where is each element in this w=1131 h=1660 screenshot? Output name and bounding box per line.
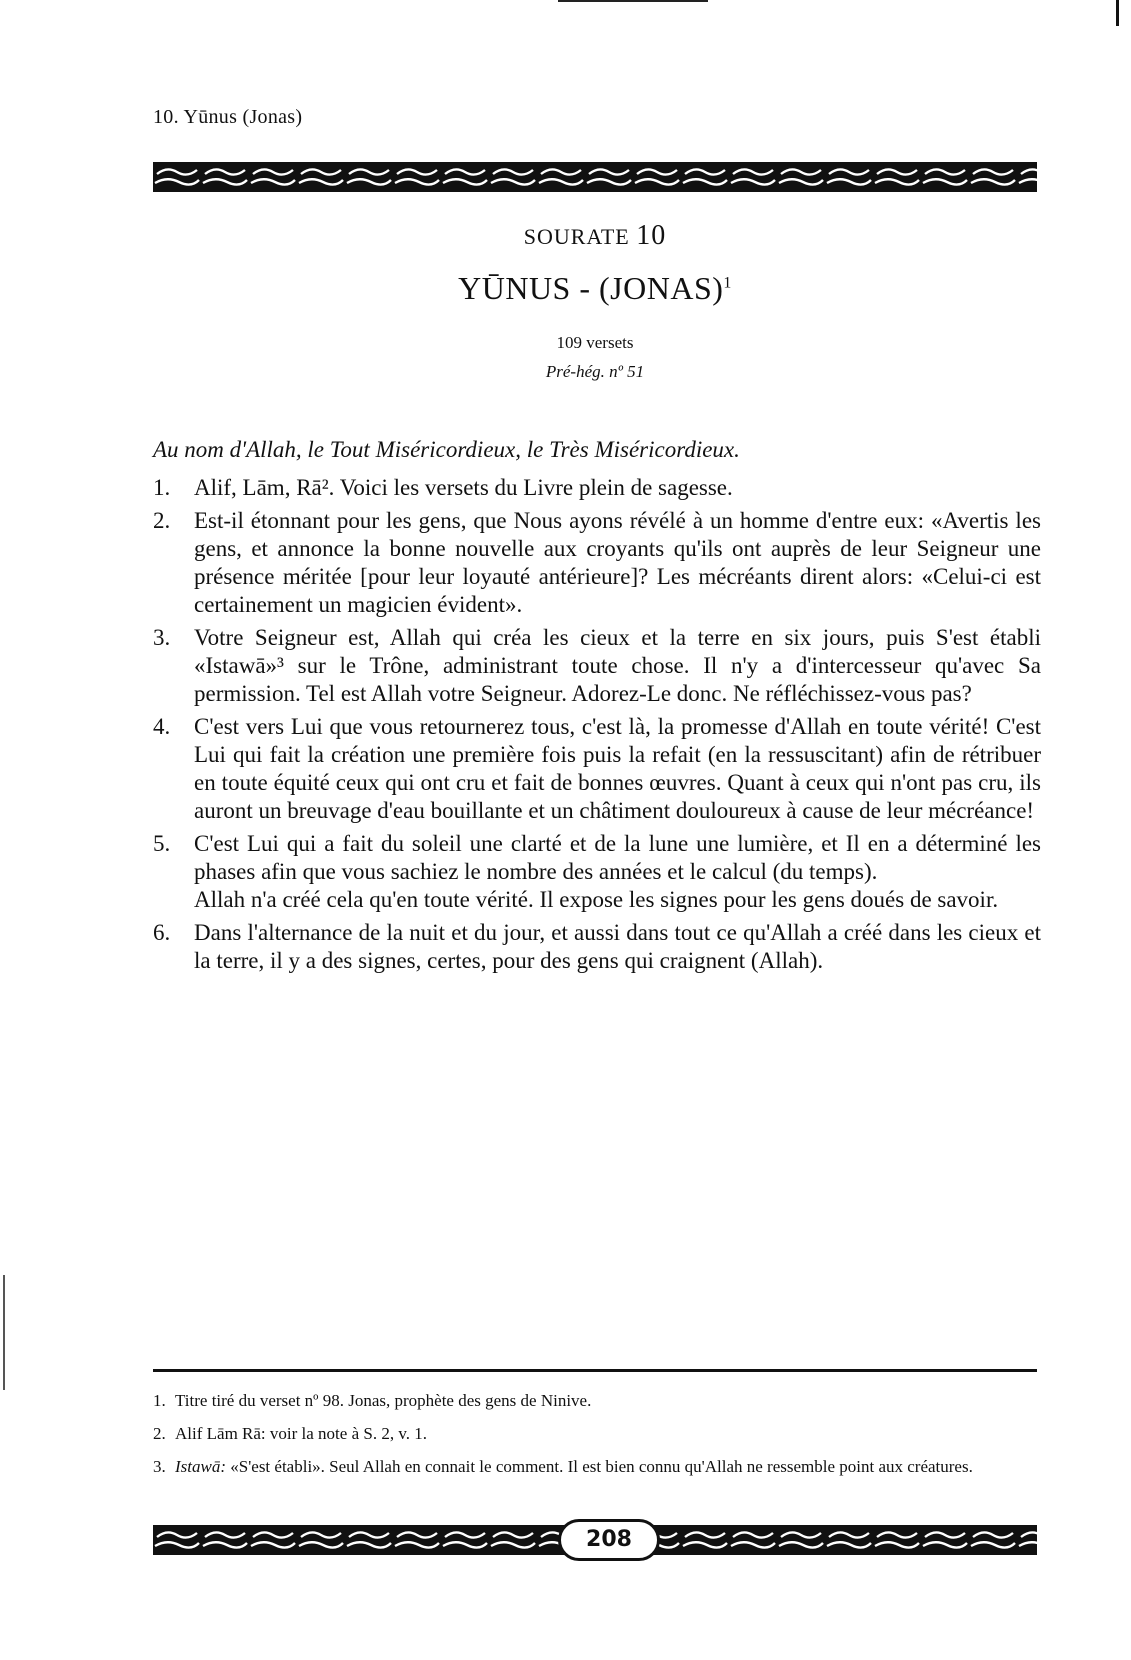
- basmala: Au nom d'Allah, le Tout Miséricordieux, le Très Miséricordieux.: [153, 437, 740, 462]
- verse-list: [153, 474, 1041, 980]
- verse-item: [153, 919, 1041, 975]
- verse-number: 5.: [153, 831, 171, 856]
- footnote-item: [153, 1423, 1041, 1445]
- verse-number: 3.: [153, 625, 171, 650]
- sourate-number: 10: [636, 220, 667, 251]
- chronology-note: Pré-hég. nº 51: [545, 362, 645, 381]
- verse-number: 4.: [153, 714, 171, 739]
- footnote-number: 2.: [153, 1424, 166, 1443]
- verse-number: 2.: [153, 508, 171, 533]
- sourate-title-text: YŪNUS - (JONAS): [458, 270, 724, 306]
- sourate-word: SOURATE: [523, 224, 630, 249]
- verse-text: Dans l'alternance de la nuit et du jour, et aussi dans tout ce qu'Allah a créé dans les cieux et la terre, il y a des signes, certes, pour des gens qui craignent (Allah).: [194, 920, 1041, 973]
- footnote-item: [153, 1390, 1041, 1412]
- footnote-item: [153, 1456, 1041, 1478]
- verse-item: [153, 713, 1041, 825]
- verse-item: [153, 507, 1041, 619]
- footnote-number: 3.: [153, 1457, 166, 1476]
- footnote-list: [153, 1390, 1041, 1489]
- verse-count: 109 versets: [556, 333, 634, 352]
- verse-text: C'est Lui qui a fait du soleil une clarté et de la lune une lumière, et Il en a déterminé les phases afin que vous sachiez le nombre des années et le calcul (du temps).: [194, 831, 1041, 884]
- verse-number: 1.: [153, 475, 171, 500]
- footnote-rule: [153, 1369, 1037, 1372]
- verse-text: Alif, Lām, Rā². Voici les versets du Livre plein de sagesse.: [194, 475, 733, 500]
- ornamental-band-top: [153, 162, 1037, 192]
- verse-number: 6.: [153, 920, 171, 945]
- verse-item: [153, 830, 1041, 914]
- footnote-text: Titre tiré du verset nº 98. Jonas, prophète des gens de Ninive.: [175, 1391, 592, 1410]
- top-edge-rule: [558, 0, 708, 2]
- margin-scan-line: [3, 1275, 5, 1390]
- sourate-title: [153, 270, 1037, 307]
- verse-item: [153, 474, 1041, 502]
- verse-text-continued: Allah n'a créé cela qu'en toute vérité. Il expose les signes pour les gens doués de savoir.: [194, 887, 999, 912]
- verse-item: [153, 624, 1041, 708]
- verse-text: C'est vers Lui que vous retournerez tous, c'est là, la promesse d'Allah en toute vérité! C'est Lui qui fait la création une première fois puis la refait (en la ressuscitant) afin de rétribuer en toute équité ceux qui ont cru et fait de bonnes œuvres. Quant à ceux qui n'ont pas cru, ils auront un breuvage d'eau bouillante et un châtiment douloureux à cause de leur mécréance!: [194, 714, 1041, 823]
- footnote-number: 1.: [153, 1391, 166, 1410]
- footnote-term: Istawā:: [175, 1457, 226, 1476]
- scan-edge-mark: [1116, 0, 1119, 26]
- verse-text: Est-il étonnant pour les gens, que Nous ayons révélé à un homme d'entre eux: «Avertis les gens, et annonce la bonne nouvelle aux croyants qu'ils ont auprès de leur Seigneur une présence méritée [pour leur loyauté antérieure]? Les mécréants dirent alors: «Celui-ci est certainement un magicien évident».: [194, 508, 1041, 617]
- title-footnote-marker: 1: [723, 274, 732, 292]
- sourate-label: [153, 220, 1037, 252]
- footnote-text: Alif Lām Rā: voir la note à S. 2, v. 1.: [175, 1424, 427, 1443]
- verse-text: Votre Seigneur est, Allah qui créa les cieux et la terre en six jours, puis S'est établi «Istawā»³ sur le Trône, administrant toute chose. Il n'y a d'intercesseur qu'avec Sa permission. Tel est Allah votre Seigneur. Adorez-Le donc. Ne réfléchissez-vous pas?: [194, 625, 1041, 706]
- footnote-text: «S'est établi». Seul Allah en connait le comment. Il est bien connu qu'Allah ne ressemble point aux créatures.: [226, 1457, 973, 1476]
- page-number: 208: [558, 1519, 660, 1561]
- running-head: 10. Yūnus (Jonas): [153, 106, 303, 128]
